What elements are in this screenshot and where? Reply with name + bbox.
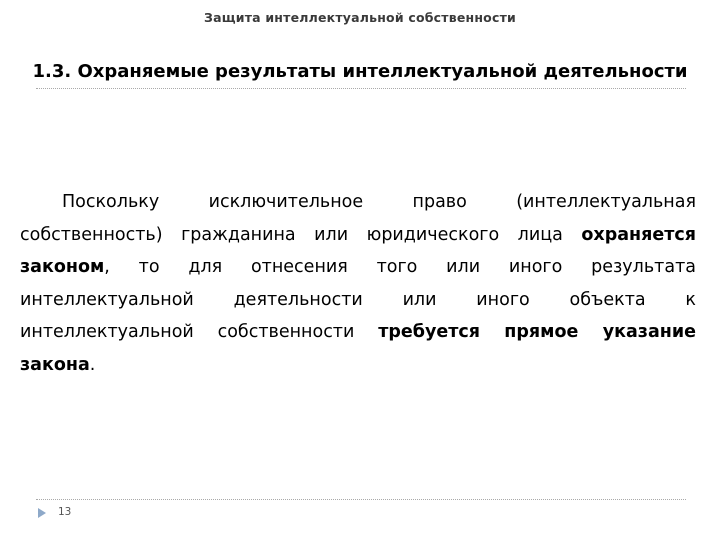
paragraph-text: , то для отнесения того или иного результата интеллектуальной деятельности или иного объекта к интеллектуальной собственности: [20, 257, 696, 342]
emphasis-text: охраняется законом: [20, 224, 696, 277]
paragraph-text: Поскольку исключительное право (интеллектуальная собственность) гражданина или юридического лица: [20, 192, 696, 245]
emphasis-text: требуется прямое указание закона: [20, 322, 696, 375]
page-number: 13: [58, 506, 72, 518]
presentation-header: Защита интеллектуальной собственности: [204, 10, 516, 25]
footer-divider: [36, 499, 686, 500]
slide-title: 1.3. Охраняемые результаты интеллектуальной деятельности: [32, 61, 688, 82]
body-paragraph: [20, 186, 696, 381]
title-divider: [36, 88, 686, 89]
paragraph-text: .: [89, 354, 96, 375]
triangle-right-icon: [38, 508, 46, 518]
